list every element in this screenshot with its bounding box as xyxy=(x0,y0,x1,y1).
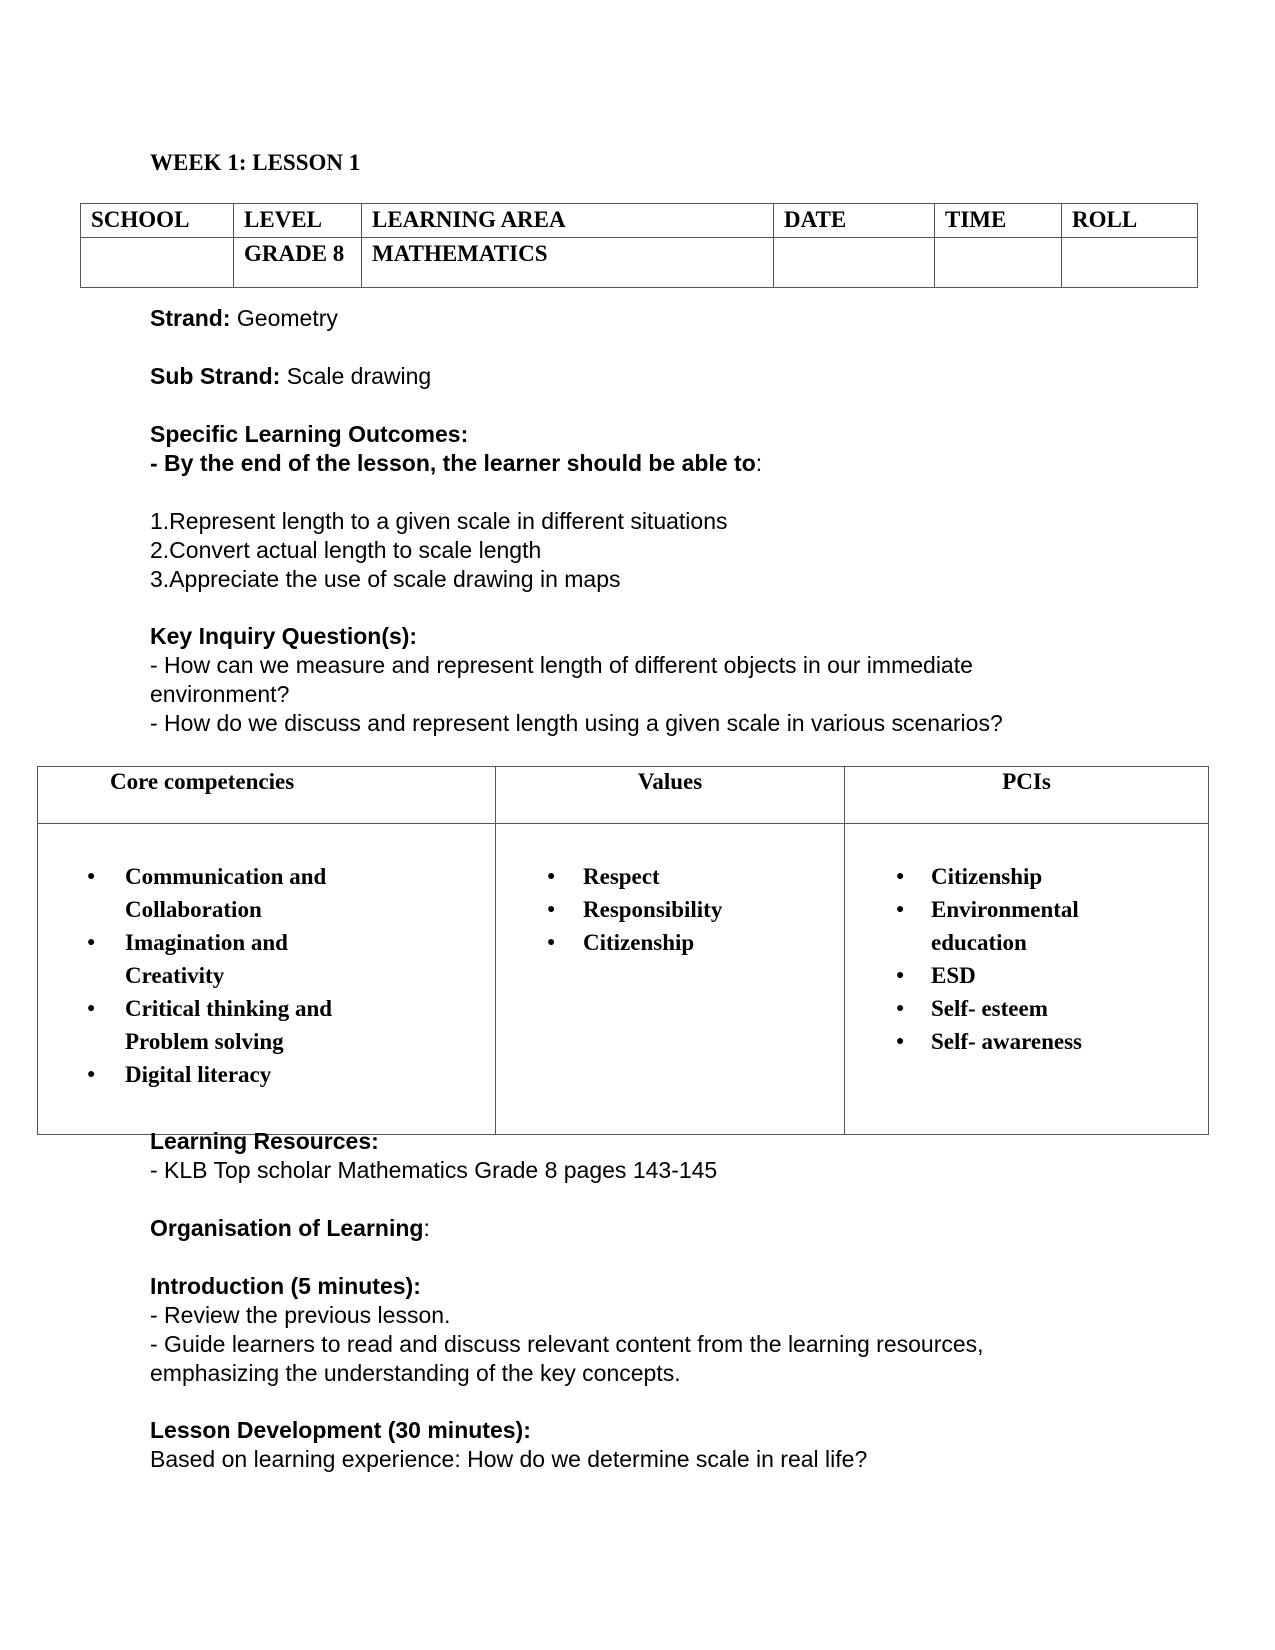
organisation-colon: : xyxy=(423,1215,430,1241)
outcome-item: 1.Represent length to a given scale in different situations xyxy=(150,508,728,534)
pci-item: ● Citizenship xyxy=(846,860,1207,893)
pci-item: ● ESD xyxy=(846,959,1207,992)
introduction-section xyxy=(150,1272,1080,1388)
value-date xyxy=(774,238,935,288)
organisation-title: Organisation of Learning xyxy=(150,1215,424,1241)
info-value-row xyxy=(81,238,1198,288)
resource-item: - KLB Top scholar Mathematics Grade 8 pages 143-145 xyxy=(150,1157,718,1183)
header-level: LEVEL xyxy=(234,204,362,238)
learning-resources xyxy=(150,1127,717,1185)
header-core-competencies: Core competencies xyxy=(38,767,496,824)
inquiry-item: - How do we discuss and represent length using a given scale in various scenarios? xyxy=(150,710,1003,736)
outcomes-title: Specific Learning Outcomes: xyxy=(150,421,469,447)
header-pcis: PCIs xyxy=(845,767,1209,824)
value-item: ● Responsibility xyxy=(497,893,843,926)
lesson-info-table xyxy=(80,203,1198,288)
core-competency-item: ● Digital literacy xyxy=(39,1058,494,1091)
introduction-item: - Guide learners to read and discuss relevant content from the learning resources, emphasizing the understanding of the key concepts. xyxy=(150,1331,984,1386)
introduction-title: Introduction (5 minutes): xyxy=(150,1273,421,1299)
core-competencies-cell xyxy=(38,824,496,1135)
header-time: TIME xyxy=(935,204,1062,238)
values-cell xyxy=(496,824,845,1135)
organisation-line xyxy=(150,1214,430,1243)
outcomes-intro: - By the end of the lesson, the learner should be able to xyxy=(150,450,756,476)
pci-item: ● Self- awareness xyxy=(846,1025,1207,1058)
outcome-item: 2.Convert actual length to scale length xyxy=(150,537,542,563)
development-text: Based on learning experience: How do we determine scale in real life? xyxy=(150,1446,868,1472)
sub-strand-value: Scale drawing xyxy=(280,363,432,389)
strand-value: Geometry xyxy=(230,305,338,331)
resources-title: Learning Resources: xyxy=(150,1128,379,1154)
header-roll: ROLL xyxy=(1062,204,1198,238)
value-school xyxy=(81,238,234,288)
value-item: ● Citizenship xyxy=(497,926,843,959)
sub-strand-line xyxy=(150,362,431,391)
pci-item: ● Environmental education xyxy=(846,893,1101,959)
inquiry-title: Key Inquiry Question(s): xyxy=(150,623,418,649)
value-item: ● Respect xyxy=(497,860,843,893)
header-values: Values xyxy=(496,767,845,824)
outcome-item: 3.Appreciate the use of scale drawing in maps xyxy=(150,566,621,592)
core-competency-item: ● Communication and Collaboration xyxy=(39,860,345,926)
core-competency-item: ● Critical thinking and Problem solving xyxy=(39,992,355,1058)
header-date: DATE xyxy=(774,204,935,238)
sub-strand-label: Sub Strand: xyxy=(150,363,281,389)
value-roll xyxy=(1062,238,1198,288)
strand-line xyxy=(150,304,338,333)
header-learning-area: LEARNING AREA xyxy=(362,204,774,238)
competencies-body-row xyxy=(38,824,1209,1135)
key-inquiry xyxy=(150,622,1090,738)
value-learning-area: MATHEMATICS xyxy=(362,238,774,288)
value-time xyxy=(935,238,1062,288)
strand-label: Strand: xyxy=(150,305,231,331)
outcomes-intro-colon: : xyxy=(755,450,763,476)
competencies-header-row xyxy=(38,767,1209,824)
pci-item: ● Self- esteem xyxy=(846,992,1207,1025)
lesson-development-section xyxy=(150,1416,867,1474)
info-header-row xyxy=(81,204,1198,238)
value-level: GRADE 8 xyxy=(234,238,362,288)
learning-outcomes xyxy=(150,420,762,594)
competencies-table xyxy=(37,766,1209,1135)
introduction-item: - Review the previous lesson. xyxy=(150,1302,451,1328)
header-school: SCHOOL xyxy=(81,204,234,238)
pcis-cell xyxy=(845,824,1209,1135)
lesson-title: WEEK 1: LESSON 1 xyxy=(150,150,361,175)
development-title: Lesson Development (30 minutes): xyxy=(150,1417,531,1443)
inquiry-item: - How can we measure and represent length of different objects in our immediate environment? xyxy=(150,652,973,707)
core-competency-item: ● Imagination and Creativity xyxy=(39,926,315,992)
